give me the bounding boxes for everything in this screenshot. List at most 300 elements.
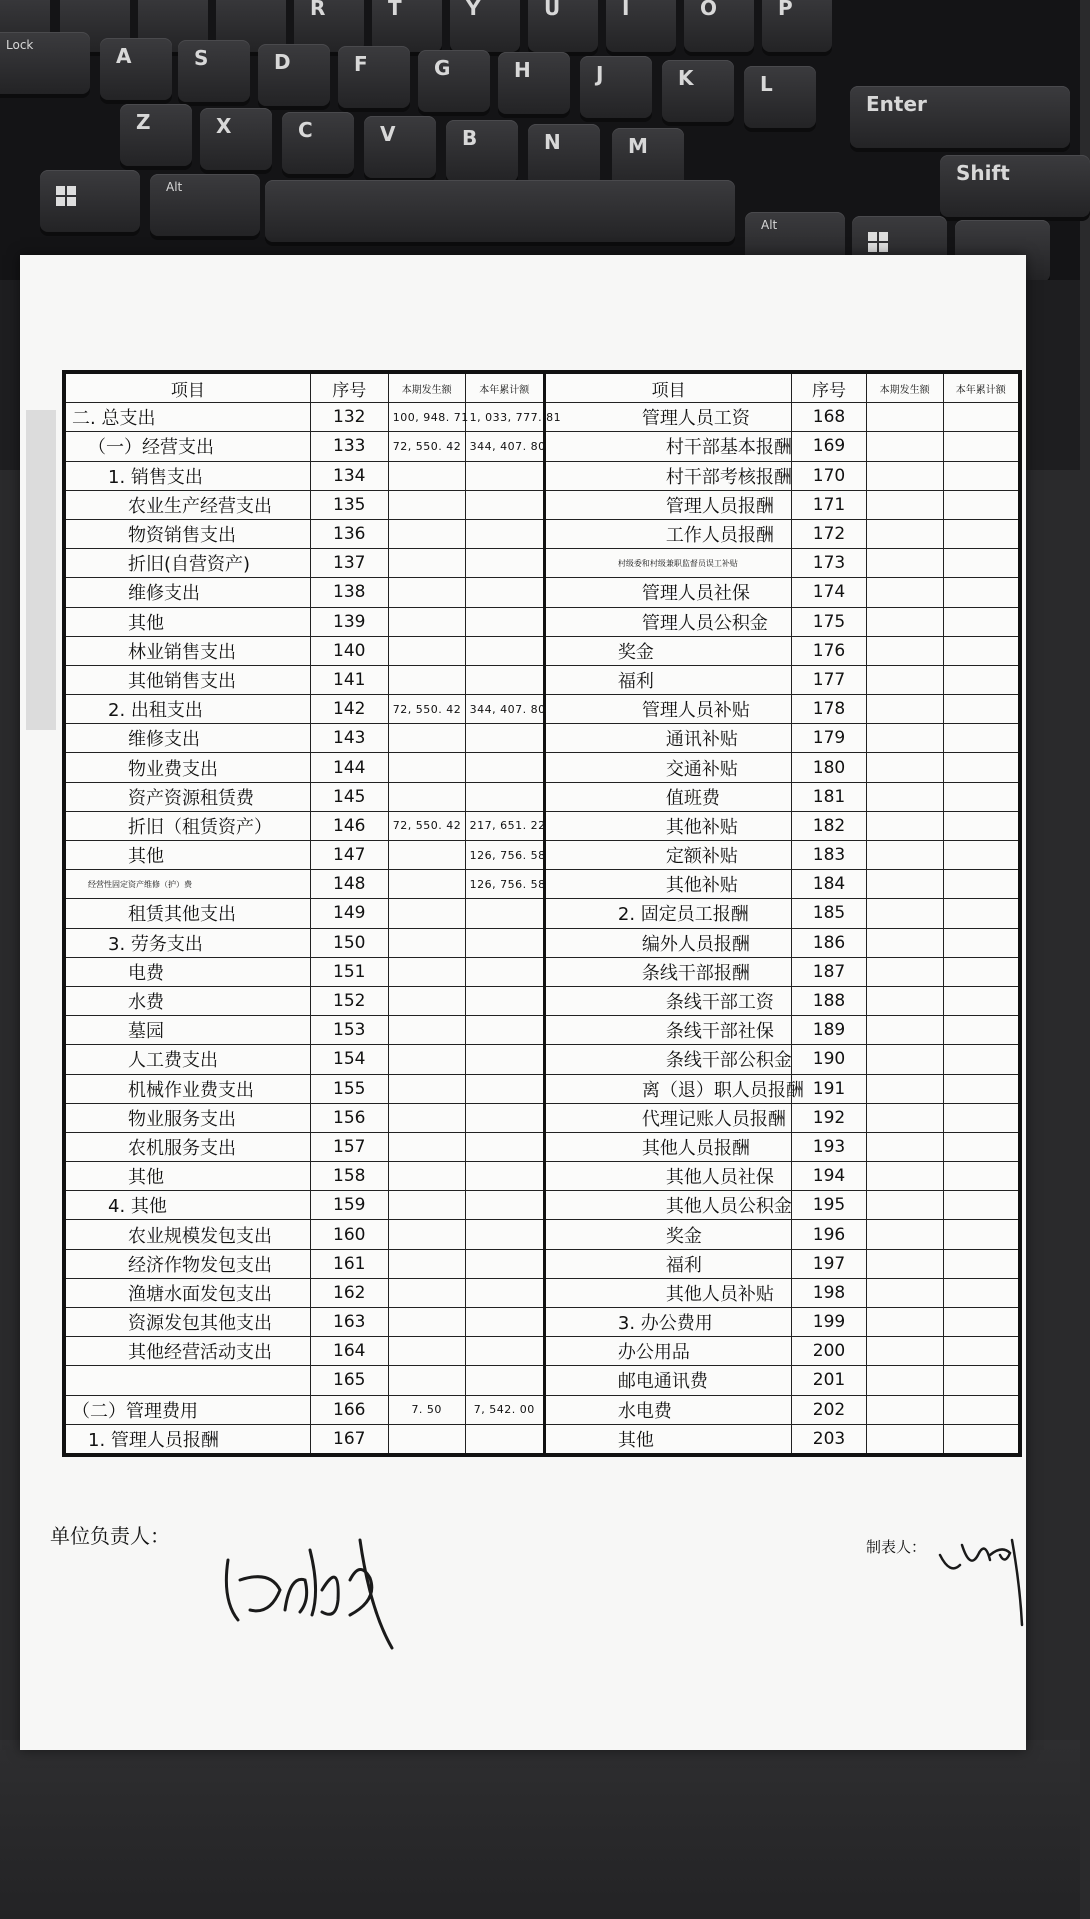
keyboard-key-lock: Lock (0, 32, 90, 94)
current-amount-cell (388, 665, 465, 694)
keyboard-key-s: S (178, 40, 250, 102)
ytd-amount-cell (465, 578, 544, 607)
ytd-amount-cell (465, 490, 544, 519)
item-cell: 其他 (64, 1162, 310, 1191)
item-cell: 管理人员社保 (544, 578, 791, 607)
ytd-amount-cell (465, 957, 544, 986)
table-row (64, 724, 1020, 753)
seq-cell: 155 (310, 1074, 388, 1103)
ytd-amount-cell (943, 957, 1020, 986)
current-amount-cell (866, 1191, 943, 1220)
item-cell: 其他 (544, 1424, 791, 1455)
ytd-amount-cell: 217, 651. 22 (465, 811, 544, 840)
seq-cell: 158 (310, 1162, 388, 1191)
ytd-amount-cell (943, 753, 1020, 782)
current-amount-cell (388, 490, 465, 519)
desk-surface-bottom (0, 1740, 1080, 1919)
ytd-amount-cell (465, 1074, 544, 1103)
seq-cell: 180 (792, 753, 866, 782)
table-row (64, 1395, 1020, 1424)
item-cell: 村干部基本报酬 (544, 432, 791, 461)
table-row (64, 461, 1020, 490)
item-cell: 1. 销售支出 (64, 461, 310, 490)
ytd-amount-cell (943, 1424, 1020, 1455)
ytd-amount-cell (943, 490, 1020, 519)
item-cell: 办公用品 (544, 1337, 791, 1366)
item-cell: 邮电通讯费 (544, 1366, 791, 1395)
seq-cell: 197 (792, 1249, 866, 1278)
ytd-amount-cell (943, 1016, 1020, 1045)
item-cell: 农业生产经营支出 (64, 490, 310, 519)
table-row (64, 1278, 1020, 1307)
seq-cell: 187 (792, 957, 866, 986)
item-cell: 资源发包其他支出 (64, 1308, 310, 1337)
seq-cell: 166 (310, 1395, 388, 1424)
header-seq: 序号 (310, 372, 388, 403)
unit-head-label: 单位负责人： (50, 1524, 170, 1548)
item-cell: 定额补贴 (544, 841, 791, 870)
current-amount-cell (388, 1308, 465, 1337)
seq-cell: 171 (792, 490, 866, 519)
seq-cell: 175 (792, 607, 866, 636)
item-cell: 管理人员报酬 (544, 490, 791, 519)
keyboard-key-i: I (606, 0, 676, 52)
table-row (64, 1424, 1020, 1455)
ytd-amount-cell (943, 1045, 1020, 1074)
item-cell: 二. 总支出 (64, 403, 310, 432)
item-cell: 奖金 (544, 636, 791, 665)
keyboard-key-m: M (612, 128, 684, 190)
ytd-amount-cell (465, 1366, 544, 1395)
table-row (64, 1045, 1020, 1074)
ytd-amount-cell (943, 724, 1020, 753)
table-row (64, 753, 1020, 782)
header-seq: 序号 (792, 372, 866, 403)
ytd-amount-cell (943, 1249, 1020, 1278)
ytd-amount-cell (943, 899, 1020, 928)
header-ytd: 本年累计额 (943, 372, 1020, 403)
table-row (64, 928, 1020, 957)
keyboard-spacebar (265, 180, 735, 242)
current-amount-cell (388, 1249, 465, 1278)
item-cell: 其他人员报酬 (544, 1132, 791, 1161)
keyboard-key-k: K (662, 60, 734, 122)
seq-cell: 181 (792, 782, 866, 811)
item-cell: 物资销售支出 (64, 519, 310, 548)
table-row (64, 432, 1020, 461)
seq-cell: 179 (792, 724, 866, 753)
ytd-amount-cell (465, 607, 544, 636)
current-amount-cell (866, 1337, 943, 1366)
keyboard-key-t: T (372, 0, 442, 52)
table-row (64, 403, 1020, 432)
seq-cell: 152 (310, 986, 388, 1015)
keyboard-key-r: R (294, 0, 364, 52)
item-cell: 机械作业费支出 (64, 1074, 310, 1103)
current-amount-cell (388, 636, 465, 665)
current-amount-cell (866, 753, 943, 782)
current-amount-cell: 72, 550. 42 (388, 811, 465, 840)
seq-cell: 195 (792, 1191, 866, 1220)
seq-cell: 151 (310, 957, 388, 986)
ytd-amount-cell: 344, 407. 80 (465, 432, 544, 461)
seq-cell: 174 (792, 578, 866, 607)
seq-cell: 146 (310, 811, 388, 840)
ytd-amount-cell (943, 461, 1020, 490)
current-amount-cell (388, 549, 465, 578)
seq-cell: 132 (310, 403, 388, 432)
item-cell: 物业费支出 (64, 753, 310, 782)
item-cell: 维修支出 (64, 578, 310, 607)
seq-cell: 178 (792, 695, 866, 724)
ytd-amount-cell (943, 841, 1020, 870)
item-cell: 4. 其他 (64, 1191, 310, 1220)
header-ytd: 本年累计额 (465, 372, 544, 403)
current-amount-cell (388, 957, 465, 986)
table-row (64, 549, 1020, 578)
keyboard-key-j: J (580, 56, 652, 118)
seq-cell: 147 (310, 841, 388, 870)
seq-cell: 163 (310, 1308, 388, 1337)
current-amount-cell (388, 986, 465, 1015)
item-cell: 农机服务支出 (64, 1132, 310, 1161)
table-row (64, 607, 1020, 636)
current-amount-cell (866, 1278, 943, 1307)
keyboard-key-alt-left: Alt (150, 174, 260, 236)
seq-cell: 201 (792, 1366, 866, 1395)
current-amount-cell (866, 519, 943, 548)
table-row (64, 986, 1020, 1015)
item-cell: 其他人员补贴 (544, 1278, 791, 1307)
seq-cell: 153 (310, 1016, 388, 1045)
current-amount-cell (388, 870, 465, 899)
current-amount-cell (866, 1074, 943, 1103)
current-amount-cell (388, 724, 465, 753)
seq-cell: 160 (310, 1220, 388, 1249)
item-cell: 管理人员补贴 (544, 695, 791, 724)
ytd-amount-cell (943, 403, 1020, 432)
table-row (64, 782, 1020, 811)
unit-head-signature (210, 1520, 410, 1650)
seq-cell: 148 (310, 870, 388, 899)
ytd-amount-cell (465, 1016, 544, 1045)
paper-fold-shadow (26, 410, 56, 730)
seq-cell: 141 (310, 665, 388, 694)
table-row (64, 490, 1020, 519)
seq-cell: 139 (310, 607, 388, 636)
current-amount-cell (866, 1249, 943, 1278)
current-amount-cell (866, 1366, 943, 1395)
seq-cell: 202 (792, 1395, 866, 1424)
ytd-amount-cell (943, 928, 1020, 957)
current-amount-cell (388, 1424, 465, 1455)
item-cell: 条线干部公积金 (544, 1045, 791, 1074)
current-amount-cell (388, 928, 465, 957)
current-amount-cell (388, 578, 465, 607)
ytd-amount-cell (943, 578, 1020, 607)
ytd-amount-cell (465, 1191, 544, 1220)
current-amount-cell (866, 782, 943, 811)
keyboard-key-x: X (200, 108, 272, 170)
seq-cell: 143 (310, 724, 388, 753)
current-amount-cell: 72, 550. 42 (388, 432, 465, 461)
item-cell: 离（退）职人员报酬 (544, 1074, 791, 1103)
current-amount-cell (866, 403, 943, 432)
item-cell: 墓园 (64, 1016, 310, 1045)
current-amount-cell (866, 1016, 943, 1045)
seq-cell: 149 (310, 899, 388, 928)
seq-cell: 133 (310, 432, 388, 461)
ytd-amount-cell (465, 928, 544, 957)
current-amount-cell (388, 607, 465, 636)
seq-cell: 182 (792, 811, 866, 840)
table-row (64, 1132, 1020, 1161)
current-amount-cell (866, 1220, 943, 1249)
keyboard-key-shift: Shift (940, 155, 1090, 217)
item-cell: 编外人员报酬 (544, 928, 791, 957)
item-cell: 人工费支出 (64, 1045, 310, 1074)
keyboard-key-u: U (528, 0, 598, 52)
current-amount-cell (866, 957, 943, 986)
current-amount-cell (388, 899, 465, 928)
item-cell: 条线干部报酬 (544, 957, 791, 986)
ytd-amount-cell (943, 1191, 1020, 1220)
keyboard-key-o: O (684, 0, 754, 52)
table-row (64, 1103, 1020, 1132)
table-row (64, 1337, 1020, 1366)
ytd-amount-cell (943, 1278, 1020, 1307)
seq-cell: 173 (792, 549, 866, 578)
current-amount-cell (866, 490, 943, 519)
ytd-amount-cell (943, 986, 1020, 1015)
ytd-amount-cell (465, 1278, 544, 1307)
item-cell: 渔塘水面发包支出 (64, 1278, 310, 1307)
keyboard-key-a: A (100, 38, 172, 100)
ytd-amount-cell: 1, 033, 777. 81 (465, 403, 544, 432)
current-amount-cell (866, 1395, 943, 1424)
current-amount-cell: 100, 948. 71 (388, 403, 465, 432)
header-item: 项目 (64, 372, 310, 403)
current-amount-cell (866, 870, 943, 899)
ytd-amount-cell (465, 899, 544, 928)
ytd-amount-cell (943, 1132, 1020, 1161)
ytd-amount-cell (943, 782, 1020, 811)
ytd-amount-cell (943, 519, 1020, 548)
item-cell: 水费 (64, 986, 310, 1015)
table-row (64, 1016, 1020, 1045)
ytd-amount-cell (943, 1220, 1020, 1249)
windows-icon (56, 186, 76, 206)
table-row (64, 1162, 1020, 1191)
table-row (64, 870, 1020, 899)
ytd-amount-cell (465, 1132, 544, 1161)
ytd-amount-cell (943, 1337, 1020, 1366)
seq-cell: 177 (792, 665, 866, 694)
seq-cell: 145 (310, 782, 388, 811)
seq-cell: 196 (792, 1220, 866, 1249)
table-row (64, 841, 1020, 870)
seq-cell: 186 (792, 928, 866, 957)
item-cell: 折旧（租赁资产） (64, 811, 310, 840)
keyboard-key-y: Y (450, 0, 520, 52)
seq-cell: 134 (310, 461, 388, 490)
table-row (64, 1074, 1020, 1103)
current-amount-cell (388, 782, 465, 811)
seq-cell: 165 (310, 1366, 388, 1395)
seq-cell: 167 (310, 1424, 388, 1455)
ytd-amount-cell (465, 519, 544, 548)
item-cell: 福利 (544, 1249, 791, 1278)
current-amount-cell (866, 811, 943, 840)
item-cell: 值班费 (544, 782, 791, 811)
preparer-signature (930, 1525, 1040, 1635)
item-cell: 水电费 (544, 1395, 791, 1424)
current-amount-cell (866, 665, 943, 694)
item-cell: 其他 (64, 607, 310, 636)
keyboard-key-n: N (528, 124, 600, 186)
ytd-amount-cell (465, 1424, 544, 1455)
seq-cell: 168 (792, 403, 866, 432)
seq-cell: 137 (310, 549, 388, 578)
seq-cell: 172 (792, 519, 866, 548)
current-amount-cell (866, 1045, 943, 1074)
seq-cell: 185 (792, 899, 866, 928)
seq-cell: 193 (792, 1132, 866, 1161)
seq-cell: 200 (792, 1337, 866, 1366)
current-amount-cell (388, 753, 465, 782)
item-cell: 代理记账人员报酬 (544, 1103, 791, 1132)
seq-cell: 142 (310, 695, 388, 724)
current-amount-cell (388, 1220, 465, 1249)
seq-cell: 183 (792, 841, 866, 870)
current-amount-cell (866, 1132, 943, 1161)
table-row (64, 1249, 1020, 1278)
seq-cell: 191 (792, 1074, 866, 1103)
ytd-amount-cell (465, 549, 544, 578)
windows-icon (868, 232, 888, 252)
table-row (64, 1308, 1020, 1337)
current-amount-cell: 72, 550. 42 (388, 695, 465, 724)
keyboard-key-alt-right: Alt (745, 212, 845, 274)
item-cell: 3. 劳务支出 (64, 928, 310, 957)
seq-cell: 138 (310, 578, 388, 607)
preparer-label: 制表人： (866, 1538, 927, 1556)
seq-cell: 150 (310, 928, 388, 957)
ytd-amount-cell (943, 811, 1020, 840)
ytd-amount-cell (943, 607, 1020, 636)
ytd-amount-cell (943, 1366, 1020, 1395)
seq-cell: 190 (792, 1045, 866, 1074)
item-cell: 管理人员工资 (544, 403, 791, 432)
keyboard-key-g: G (418, 50, 490, 112)
item-cell: 福利 (544, 665, 791, 694)
item-cell: 其他 (64, 841, 310, 870)
item-cell: 其他人员社保 (544, 1162, 791, 1191)
seq-cell: 156 (310, 1103, 388, 1132)
current-amount-cell (866, 724, 943, 753)
seq-cell: 199 (792, 1308, 866, 1337)
item-cell: 租赁其他支出 (64, 899, 310, 928)
item-cell: 物业服务支出 (64, 1103, 310, 1132)
item-cell: 1. 管理人员报酬 (64, 1424, 310, 1455)
item-cell: 交通补贴 (544, 753, 791, 782)
ytd-amount-cell (465, 1308, 544, 1337)
current-amount-cell (866, 899, 943, 928)
item-cell: 条线干部工资 (544, 986, 791, 1015)
ytd-amount-cell (465, 724, 544, 753)
keyboard-key-h: H (498, 52, 570, 114)
keyboard-key-win (40, 170, 140, 232)
ytd-amount-cell (943, 432, 1020, 461)
current-amount-cell (388, 1337, 465, 1366)
seq-cell: 198 (792, 1278, 866, 1307)
ytd-amount-cell: 126, 756. 58 (465, 841, 544, 870)
ytd-amount-cell (465, 1103, 544, 1132)
table-row (64, 636, 1020, 665)
current-amount-cell (866, 578, 943, 607)
ytd-amount-cell (465, 1162, 544, 1191)
item-cell: 村级委和村级兼职监督员误工补贴 (544, 549, 791, 578)
keyboard-key-p: P (762, 0, 832, 52)
item-cell: 其他人员公积金 (544, 1191, 791, 1220)
item-cell: 2. 固定员工报酬 (544, 899, 791, 928)
table-row (64, 665, 1020, 694)
ytd-amount-cell (943, 636, 1020, 665)
item-cell: 其他补贴 (544, 811, 791, 840)
table-row (64, 957, 1020, 986)
ytd-amount-cell (465, 1045, 544, 1074)
table-row (64, 1366, 1020, 1395)
current-amount-cell (866, 928, 943, 957)
item-cell: 工作人员报酬 (544, 519, 791, 548)
current-amount-cell (866, 607, 943, 636)
table-header-row (64, 372, 1020, 403)
table-row (64, 578, 1020, 607)
item-cell: 其他补贴 (544, 870, 791, 899)
item-cell: 3. 办公费用 (544, 1308, 791, 1337)
item-cell: 经营性固定资产维修（护）费 (64, 870, 310, 899)
header-current: 本期发生额 (866, 372, 943, 403)
ytd-amount-cell (943, 695, 1020, 724)
current-amount-cell (388, 1132, 465, 1161)
keyboard-key-c: C (282, 112, 354, 174)
ytd-amount-cell (943, 1074, 1020, 1103)
current-amount-cell (388, 1366, 465, 1395)
seq-cell: 162 (310, 1278, 388, 1307)
current-amount-cell (866, 549, 943, 578)
ytd-amount-cell: 7, 542. 00 (465, 1395, 544, 1424)
keyboard-key-b: B (446, 120, 518, 182)
seq-cell: 161 (310, 1249, 388, 1278)
seq-cell: 164 (310, 1337, 388, 1366)
seq-cell: 154 (310, 1045, 388, 1074)
item-cell: 农业规模发包支出 (64, 1220, 310, 1249)
item-cell: 维修支出 (64, 724, 310, 753)
current-amount-cell (388, 519, 465, 548)
seq-cell: 157 (310, 1132, 388, 1161)
item-cell: 其他经营活动支出 (64, 1337, 310, 1366)
seq-cell: 170 (792, 461, 866, 490)
keyboard-key-d: D (258, 44, 330, 106)
keyboard-key-v: V (364, 116, 436, 178)
table-row (64, 1220, 1020, 1249)
table-row (64, 899, 1020, 928)
ytd-amount-cell (465, 636, 544, 665)
current-amount-cell: 7. 50 (388, 1395, 465, 1424)
ytd-amount-cell (943, 1395, 1020, 1424)
item-cell: 村干部考核报酬 (544, 461, 791, 490)
seq-cell: 194 (792, 1162, 866, 1191)
